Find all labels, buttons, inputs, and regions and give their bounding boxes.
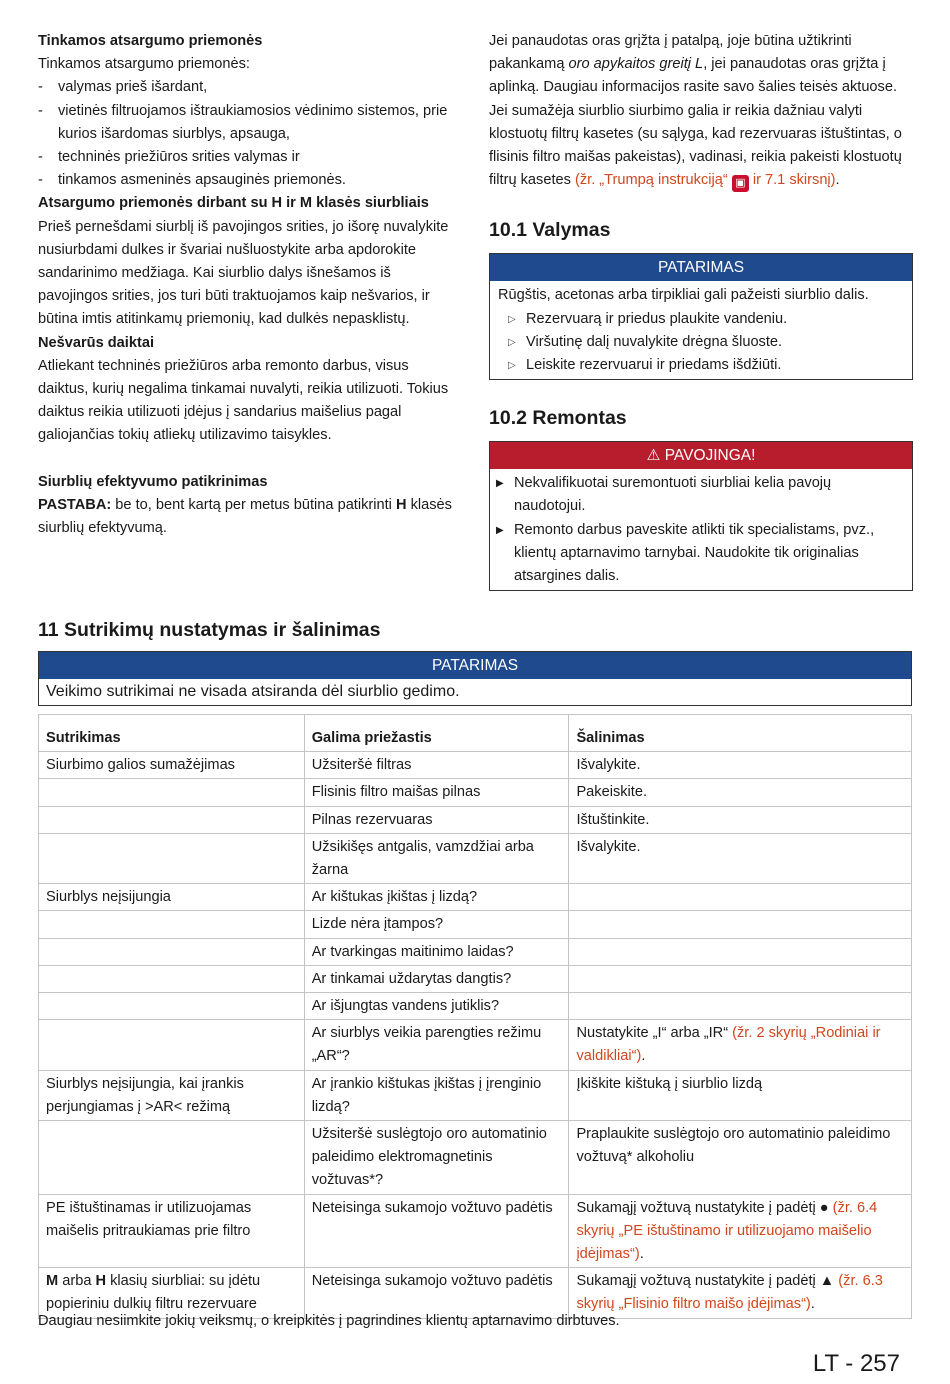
table-row [39, 833, 912, 883]
cause-cell: Neteisinga sukamojo vožtuvo padėtis [304, 1194, 569, 1268]
heading-troubleshooting: 11 Sutrikimų nustatymas ir šalinimas [38, 619, 381, 641]
remedy-cell: Ištuštinkite. [569, 806, 912, 833]
table-header-row [39, 715, 912, 752]
table-row [39, 911, 912, 938]
remedy-cell: Pakeiskite. [569, 779, 912, 806]
tip-box-troubleshooting [38, 651, 912, 706]
table-row [39, 779, 912, 806]
heading-cleaning: 10.1 Valymas [489, 219, 611, 242]
heading-dirty-items: Nešvarūs daiktai [38, 334, 155, 351]
list-item: ▷ Viršutinę dalį nuvalykite drėgna šluoste. [498, 331, 904, 354]
danger-list [494, 472, 904, 588]
fault-cell: Siurblys neįsijungia [39, 884, 305, 911]
table-row [39, 1194, 912, 1268]
table-row [39, 1070, 912, 1120]
page-number: LT - 257 [812, 1350, 900, 1377]
danger-header: ⚠ PAVOJINGA! [490, 442, 912, 469]
table-row [39, 1268, 912, 1318]
footer-note: Daugiau nesiimkite jokių veiksmų, o kreipkitės į pagrindines klientų aptarnavimo dirbtuves. [38, 1313, 620, 1329]
table-row [39, 965, 912, 992]
remedy-cell: Sukamąjį vožtuvą nustatykite į padėtį ▲ (žr. 6.3 skyrių „Flisinio filtro maišo įdėjimas“). [569, 1268, 912, 1318]
table-row [39, 938, 912, 965]
tip-text: Veikimo sutrikimai ne visada atsiranda dėl siurblio gedimo. [46, 683, 460, 700]
cause-cell: Flisinis filtro maišas pilnas [304, 779, 569, 806]
remedy-cell: Nustatykite „I“ arba „IR“ (žr. 2 skyrių „Rodiniai ir valdikliai“). [569, 1020, 912, 1070]
table-row [39, 806, 912, 833]
tip-header: PATARIMAS [39, 652, 911, 679]
table-row [39, 993, 912, 1020]
protective-list [38, 76, 458, 192]
cause-cell: Užsiteršė suslėgtojo oro automatinio paleidimo elektromagnetinis vožtuvas*? [304, 1121, 569, 1195]
protective-intro: Tinkamos atsargumo priemonės: [38, 56, 250, 73]
reference-link[interactable]: (žr. 6.4 skyrių „PE ištuštinamo ir utilizuojamo maišelio įdėjimas“) [576, 1199, 878, 1263]
heading-protective-measures: Tinkamos atsargumo priemonės [38, 33, 263, 49]
cause-cell: Ar įrankio kištukas įkištas į įrenginio lizdą? [304, 1070, 569, 1120]
remedy-cell: Įkiškite kištuką į siurblio lizdą [569, 1070, 912, 1120]
heading-repair: 10.2 Remontas [489, 407, 627, 430]
cause-cell: Užsiteršė filtras [304, 752, 569, 779]
fault-cell: M arba H klasių siurbliai: su įdėtu popieriniu dulkių filtru rezervuare [39, 1268, 305, 1318]
fault-cell: PE ištuštinamas ir utilizuojamas maišelis pritraukiamas prie filtro [39, 1194, 305, 1268]
list-item: - techninės priežiūros srities valymas ir [38, 146, 458, 169]
cause-cell: Ar kištukas įkištas į lizdą? [304, 884, 569, 911]
heading-efficiency-check: Siurblių efektyvumo patikrinimas [38, 473, 268, 490]
remedy-cell: Sukamąjį vožtuvą nustatykite į padėtį ● (žr. 6.4 skyrių „PE ištuštinamo ir utilizuojamo maišelio įdėjimas“). [569, 1194, 912, 1268]
cause-cell: Ar siurblys veikia parengties režimu „AR“? [304, 1020, 569, 1070]
tip-text: Rūgštis, acetonas arba tirpikliai gali pažeisti siurblio dalis. [498, 287, 869, 304]
quick-guide-icon: ▣ [732, 175, 749, 192]
troubleshooting-section [38, 617, 912, 1319]
cause-cell: Lizde nėra įtampos? [304, 911, 569, 938]
list-item: ▷ Rezervuarą ir priedus plaukite vandeniu. [498, 308, 904, 331]
list-item: - valymas prieš išardant, [38, 76, 458, 99]
danger-box-repair [489, 441, 913, 591]
list-item: ▶ Remonto darbus paveskite atlikti tik specialistams, pvz., klientų aptarnavimo tarnybai. Naudokite tik originalias atsargines dalis. [494, 519, 904, 589]
hm-class-text: Prieš pernešdami siurblį iš pavojingos srities, jo išorę nuvalykite nusiurbdami dulkes ir švariai nušluostykite arba apdorokite sandarinimo medžiaga. Kai siurblio dalys išnešamos iš pavojingos srities, jos turi būti traktuojamos kaip nešvarios, ir būtina imtis atitinkamų priemonių, kad dulkės nepasklistų. [38, 218, 449, 328]
reference-link[interactable]: ir 7.1 skirsnį) [752, 172, 836, 189]
remedy-cell: Išvalykite. [569, 752, 912, 779]
fault-cell: Siurblys neįsijungia, kai įrankis perjungiamas į >AR< režimą [39, 1070, 305, 1120]
table-row [39, 1020, 912, 1070]
air-return-text: Jei panaudotas oras grįžta į patalpą, joje būtina užtikrinti pakankamą oro apykaitos greitį L, jei panaudotas oras grįžta į aplinką. Daugiau informacijos rasite savo šalies teisės aktuose. [489, 33, 898, 96]
heading-hm-class: Atsargumo priemonės dirbant su H ir M klasės siurbliais [38, 195, 429, 212]
fault-cell: Siurbimo galios sumažėjimas [39, 752, 305, 779]
tip-header: PATARIMAS [490, 254, 912, 281]
list-item: - tinkamos asmeninės apsauginės priemonės. [38, 169, 458, 192]
tip-list [498, 308, 904, 378]
filter-replace-text: Jei sumažėja siurblio siurbimo galia ir reikia dažniau valyti klostuotų filtrų kasetes (su sąlyga, kad rezervuaras ištuštintas, o flisinis filtro maišas pakeistas), vadinasi, reikia pakeisti klostuotų filtrų kasetes (žr. „Trumpą instrukciją“ ▣ ir 7.1 skirsnį). [489, 100, 913, 193]
remedy-cell: Praplaukite suslėgtojo oro automatinio paleidimo vožtuvą* alkoholiu [569, 1121, 912, 1195]
list-item: - vietinės filtruojamos ištraukiamosios vėdinimo sistemos, prie kurios išardomas siurblys, apsauga, [38, 100, 458, 146]
table-row [39, 752, 912, 779]
right-column [489, 30, 913, 591]
cause-cell: Ar tinkamai uždarytas dangtis? [304, 965, 569, 992]
troubleshooting-table [38, 714, 912, 1319]
dirty-items-text: Atliekant techninės priežiūros arba remonto darbus, visus daiktus, kurių negalima tinkamai nuvalyti, reikia utilizuoti. Tokius daiktus reikia utilizuoti įdėjus į sandarius maišelius pagal galiojančias tokių atliekų utilizavimo taisykles. [38, 357, 449, 444]
cause-cell: Neteisinga sukamojo vožtuvo padėtis [304, 1268, 569, 1318]
list-item: ▶ Nekvalifikuotai suremontuoti siurbliai kelia pavojų naudotojui. [494, 472, 904, 518]
reference-link[interactable]: (žr. 2 skyrių „Rodiniai ir valdikliai“) [576, 1025, 881, 1065]
left-column [38, 30, 458, 540]
reference-link[interactable]: (žr. „Trumpą instrukciją“ [574, 172, 728, 189]
column-header: Šalinimas [569, 715, 912, 752]
reference-link[interactable]: (žr. 6.3 skyrių „Flisinio filtro maišo įdėjimas“) [576, 1273, 883, 1313]
table-row [39, 1121, 912, 1195]
list-item: ▷ Leiskite rezervuarui ir priedams išdžiūti. [498, 354, 904, 377]
cause-cell: Ar išjungtas vandens jutiklis? [304, 993, 569, 1020]
column-header: Sutrikimas [39, 715, 305, 752]
cause-cell: Pilnas rezervuaras [304, 806, 569, 833]
table-row [39, 884, 912, 911]
efficiency-note: PASTABA: be to, bent kartą per metus būtina patikrinti H klasės siurblių efektyvumą. [38, 496, 452, 537]
tip-box-cleaning [489, 253, 913, 380]
column-header: Galima priežastis [304, 715, 569, 752]
cause-cell: Užsikišęs antgalis, vamzdžiai arba žarna [304, 833, 569, 883]
remedy-cell: Išvalykite. [569, 833, 912, 883]
cause-cell: Ar tvarkingas maitinimo laidas? [304, 938, 569, 965]
